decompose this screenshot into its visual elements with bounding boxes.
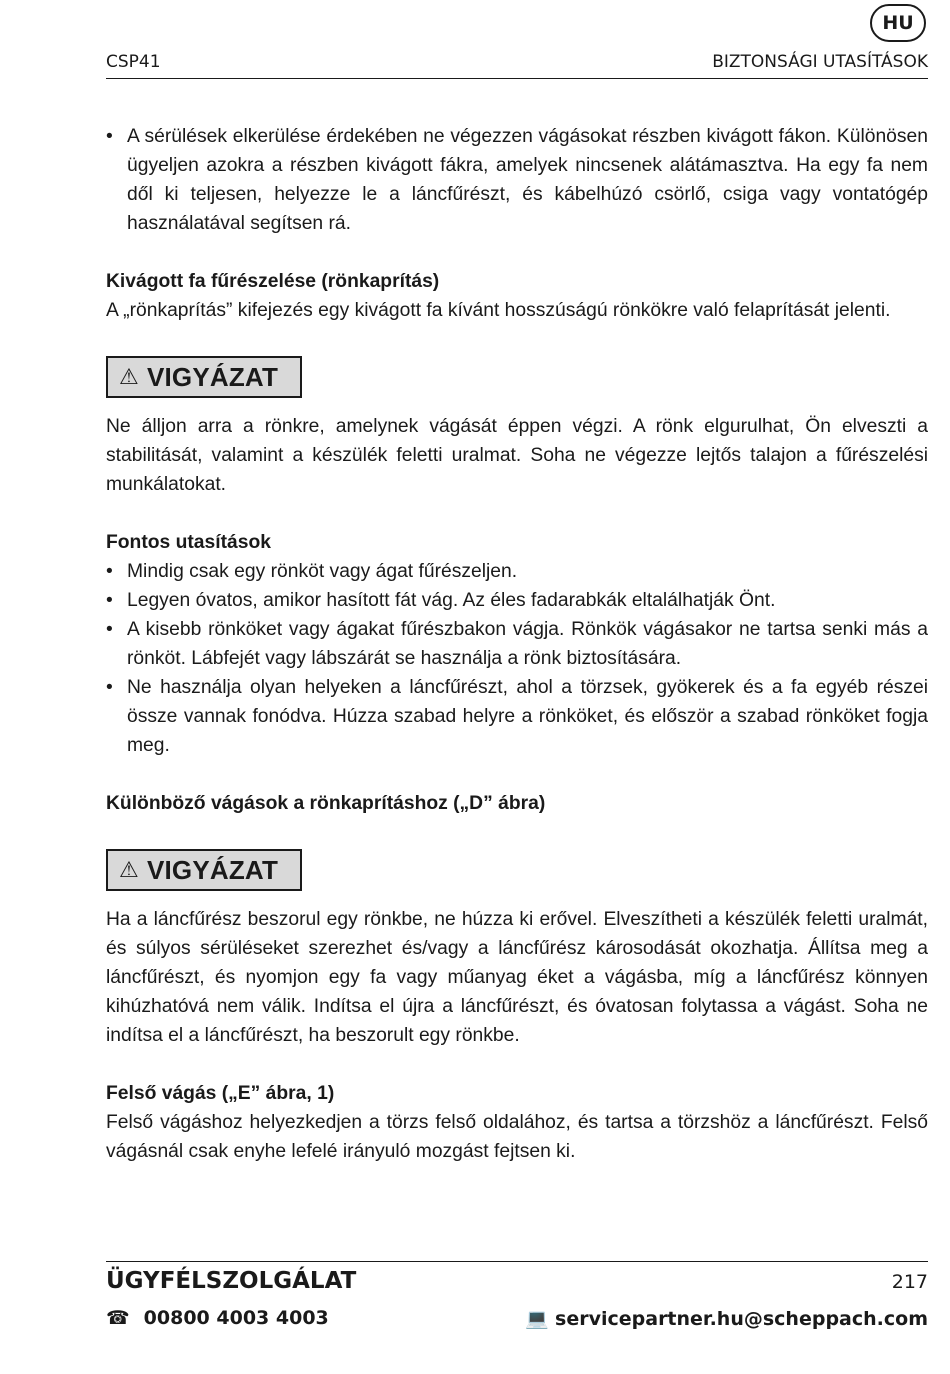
list-item: [106, 586, 928, 615]
warning-box: [106, 849, 302, 891]
paragraph-bucking: A „rönkaprítás” kifejezés egy kivágott fa kívánt hosszúságú rönkökre való felaprítását jelenti.: [106, 300, 891, 321]
service-phone: [106, 1307, 329, 1329]
paragraph-warning-1: Ne álljon arra a rönkre, amelynek vágását éppen végzi. A rönk elgurulhat, Ön elveszti a stabilitását, valamint a készülék feletti uralmat. Soha ne végezze lejtős talajon a fűrészelési munkálatokat.: [106, 416, 928, 495]
list-item: [106, 557, 928, 586]
intro-bullet: [106, 122, 928, 238]
bullet-dot: •: [106, 619, 113, 640]
warning-box: [106, 356, 302, 398]
language-badge: HU: [870, 4, 926, 42]
email-address: servicepartner.hu@scheppach.com: [555, 1308, 928, 1330]
service-email: [525, 1307, 928, 1330]
phone-number: 00800 4003 4003: [143, 1307, 329, 1329]
warning-icon: ⚠: [119, 857, 139, 883]
bullet-dot: •: [106, 561, 113, 582]
page-content: [106, 122, 928, 1166]
footer-divider: [106, 1261, 928, 1262]
heading-overcut: Felső vágás („E” ábra, 1): [106, 1083, 335, 1104]
list-item-text: Mindig csak egy rönköt vagy ágat fűrészeljen.: [127, 561, 518, 582]
warning-label: VIGYÁZAT: [146, 361, 279, 392]
heading-cuts: Különböző vágások a rönkaprításhoz („D” ábra): [106, 793, 546, 814]
model-name: CSP41: [106, 52, 161, 72]
paragraph-warning-2: Ha a láncfűrész beszorul egy rönkbe, ne húzza ki erővel. Elveszítheti a készülék feletti uralmát, és súlyos sérüléseket szerezhet és/vagy a láncfűrész károsodását okozhatja. Állítsa meg a láncfűrészt, és nyomjon egy fa vagy műanyag éket a vágásba, míg a láncfűrész könnyen kihúzhatóvá nem válik. Indítsa el újra a láncfűrészt, és óvatosan folytassa a vágást. Soha ne indítsa el a láncfűrészt, ha beszorult egy rönkbe.: [106, 909, 928, 1046]
warning-label: VIGYÁZAT: [146, 854, 279, 885]
list-item: [106, 673, 928, 760]
bullet-dot: •: [106, 590, 113, 611]
page-number: 217: [891, 1271, 928, 1293]
bullet-dot: •: [106, 126, 113, 147]
footer-title: ÜGYFÉLSZOLGÁLAT: [106, 1268, 357, 1294]
header-divider: [106, 78, 928, 79]
heading-bucking: Kivágott fa fűrészelése (rönkaprítás): [106, 271, 440, 292]
section-title: BIZTONSÁGI UTASÍTÁSOK: [712, 52, 928, 72]
list-item-text: Ne használja olyan helyeken a láncfűrészt, ahol a törzsek, gyökerek és a fa egyéb részei össze vannak fonódva. Húzza szabad helyre a rönköket, és először a szabad rönköket fogja meg.: [127, 677, 928, 756]
list-item-text: A kisebb rönköket vagy ágakat fűrészbakon vágja. Rönkök vágásakor ne tartsa senki más a rönköt. Lábfejét vagy lábszárát se használja a rönk biztosítására.: [127, 619, 928, 669]
heading-important: Fontos utasítások: [106, 532, 271, 553]
intro-bullet-text: A sérülések elkerülése érdekében ne végezzen vágásokat részben kivágott fákon. Különösen ügyeljen azokra a részben kivágott fákra, amelyek nincsenek alátámasztva. Ha egy fa nem dől ki teljesen, helyezze le a láncfűrészt, és kábelhúzó csörlő, csiga vagy vontatógép használatával segítsen rá.: [127, 126, 928, 234]
list-item: [106, 615, 928, 673]
laptop-icon: 💻: [525, 1308, 550, 1330]
phone-icon: ☎: [106, 1307, 130, 1329]
warning-icon: ⚠: [119, 364, 139, 390]
bullet-dot: •: [106, 677, 113, 698]
list-item-text: Legyen óvatos, amikor hasított fát vág. Az éles fadarabkák eltalálhatják Önt.: [127, 590, 776, 611]
paragraph-overcut: Felső vágáshoz helyezkedjen a törzs felső oldalához, és tartsa a törzshöz a láncfűrészt. Felső vágásnál csak enyhe lefelé irányuló mozgást fejtsen ki.: [106, 1112, 928, 1162]
